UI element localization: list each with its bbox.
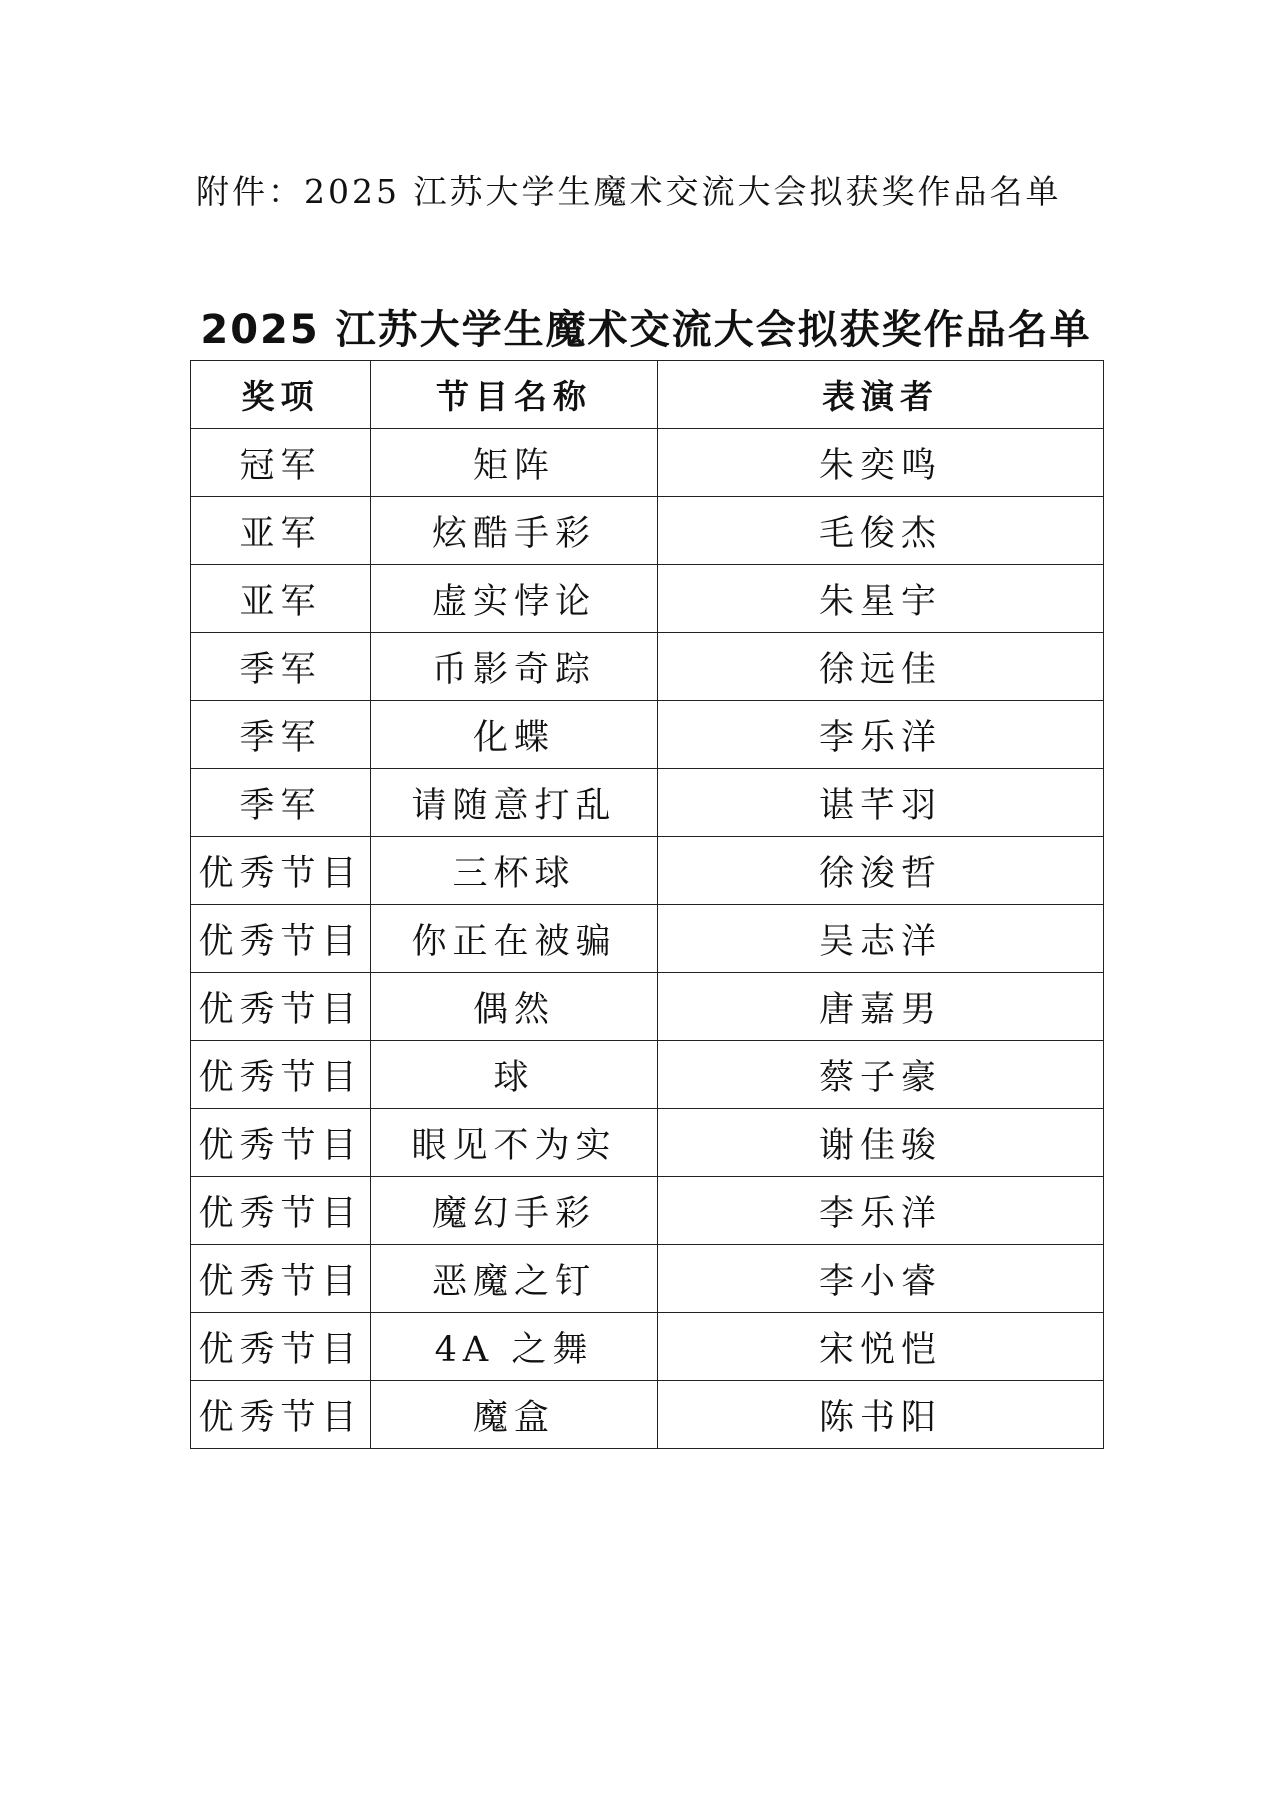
table-row — [191, 701, 1104, 769]
program-cell: 眼见不为实 — [371, 1109, 658, 1177]
award-cell: 亚军 — [191, 565, 371, 633]
award-table — [190, 360, 1104, 1449]
performer-cell: 朱星宇 — [658, 565, 1104, 633]
performer-cell: 吴志洋 — [658, 905, 1104, 973]
program-cell: 魔盒 — [371, 1381, 658, 1449]
program-cell: 4A 之舞 — [371, 1313, 658, 1381]
table-row — [191, 769, 1104, 837]
performer-cell: 徐远佳 — [658, 633, 1104, 701]
table-row — [191, 1313, 1104, 1381]
award-cell: 冠军 — [191, 429, 371, 497]
table-row — [191, 497, 1104, 565]
performer-cell: 陈书阳 — [658, 1381, 1104, 1449]
award-cell: 季军 — [191, 769, 371, 837]
program-cell: 球 — [371, 1041, 658, 1109]
performer-cell: 李乐洋 — [658, 701, 1104, 769]
performer-cell: 李小睿 — [658, 1245, 1104, 1313]
program-cell: 三杯球 — [371, 837, 658, 905]
award-cell: 优秀节目 — [191, 973, 371, 1041]
award-cell: 优秀节目 — [191, 1109, 371, 1177]
performer-cell: 蔡子豪 — [658, 1041, 1104, 1109]
performer-cell: 唐嘉男 — [658, 973, 1104, 1041]
award-cell: 优秀节目 — [191, 1041, 371, 1109]
award-cell: 亚军 — [191, 497, 371, 565]
award-cell: 优秀节目 — [191, 1177, 371, 1245]
program-cell: 虚实悖论 — [371, 565, 658, 633]
program-cell: 请随意打乱 — [371, 769, 658, 837]
program-cell: 化蝶 — [371, 701, 658, 769]
program-cell: 魔幻手彩 — [371, 1177, 658, 1245]
table-row — [191, 973, 1104, 1041]
table-row — [191, 837, 1104, 905]
award-cell: 优秀节目 — [191, 1313, 371, 1381]
program-cell: 你正在被骗 — [371, 905, 658, 973]
program-cell: 偶然 — [371, 973, 658, 1041]
table-row — [191, 1109, 1104, 1177]
table-header-row — [191, 361, 1104, 429]
performer-cell: 谌芊羽 — [658, 769, 1104, 837]
table-row — [191, 1177, 1104, 1245]
performer-cell: 毛俊杰 — [658, 497, 1104, 565]
table-row — [191, 429, 1104, 497]
performer-cell: 徐浚哲 — [658, 837, 1104, 905]
performer-cell: 朱奕鸣 — [658, 429, 1104, 497]
table-row — [191, 633, 1104, 701]
program-cell: 矩阵 — [371, 429, 658, 497]
document-title: 2025 江苏大学生魔术交流大会拟获奖作品名单 — [200, 307, 1092, 353]
award-cell: 优秀节目 — [191, 1381, 371, 1449]
program-cell: 炫酷手彩 — [371, 497, 658, 565]
award-cell: 季军 — [191, 633, 371, 701]
award-cell: 季军 — [191, 701, 371, 769]
header-program-name: 节目名称 — [371, 361, 658, 429]
award-cell: 优秀节目 — [191, 905, 371, 973]
performer-cell: 李乐洋 — [658, 1177, 1104, 1245]
attachment-line: 附件：2025 江苏大学生魔术交流大会拟获奖作品名单 — [196, 172, 1062, 211]
award-cell: 优秀节目 — [191, 1245, 371, 1313]
program-cell: 恶魔之钉 — [371, 1245, 658, 1313]
award-cell: 优秀节目 — [191, 837, 371, 905]
table-row — [191, 565, 1104, 633]
table-row — [191, 1245, 1104, 1313]
header-award: 奖项 — [191, 361, 371, 429]
performer-cell: 谢佳骏 — [658, 1109, 1104, 1177]
header-performer: 表演者 — [658, 361, 1104, 429]
table-row — [191, 1041, 1104, 1109]
table-row — [191, 905, 1104, 973]
table-row — [191, 1381, 1104, 1449]
performer-cell: 宋悦恺 — [658, 1313, 1104, 1381]
program-cell: 币影奇踪 — [371, 633, 658, 701]
